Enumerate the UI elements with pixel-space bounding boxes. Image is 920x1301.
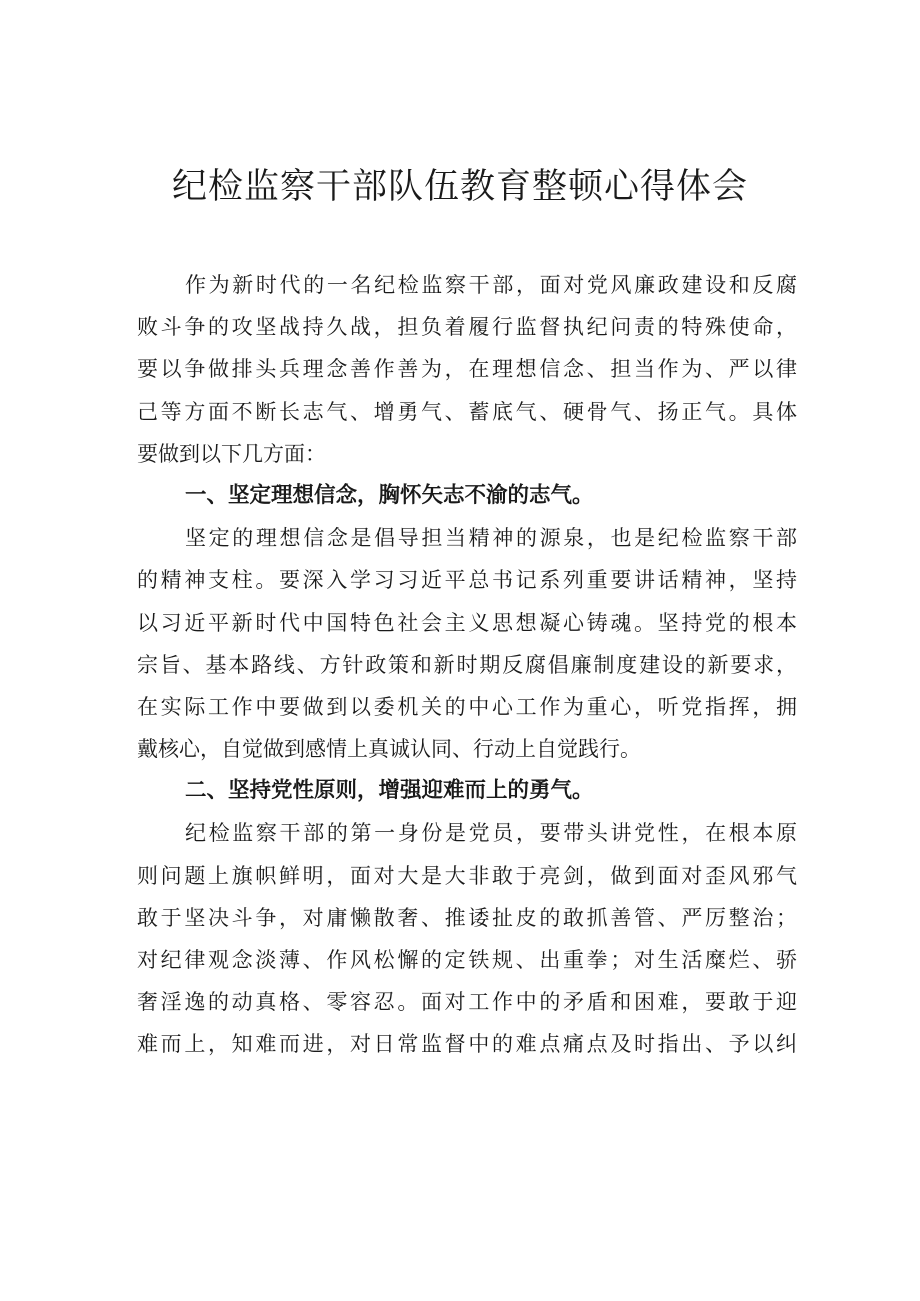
- section-heading-2: 二、坚持党性原则，增强迎难而上的勇气。: [185, 778, 594, 804]
- paragraph-line: 宗旨、基本路线、方针政策和新时期反腐倡廉制度建设的新要求，: [137, 652, 797, 677]
- paragraph-line: 败斗争的攻坚战持久战，担负着履行监督执纪问责的特殊使命，: [137, 315, 797, 340]
- paragraph-line: 坚定的理想信念是倡导担当精神的源泉，也是纪检监察干部: [185, 526, 797, 551]
- paragraph-line: 奢淫逸的动真格、零容忍。面对工作中的矛盾和困难，要敢于迎: [137, 990, 797, 1015]
- section-heading-1: 一、坚定理想信念，胸怀矢志不渝的志气。: [185, 482, 594, 508]
- paragraph-line: 戴核心，自觉做到感情上真诚认同、行动上自觉践行。: [137, 737, 641, 762]
- paragraph-line: 以习近平新时代中国特色社会主义思想凝心铸魂。坚持党的根本: [137, 610, 797, 635]
- paragraph-line: 敢于坚决斗争，对庸懒散奢、推诿扯皮的敢抓善管、严厉整治；: [137, 905, 797, 930]
- paragraph-line: 的精神支柱。要深入学习习近平总书记系列重要讲话精神，坚持: [137, 568, 797, 593]
- paragraph-line: 要做到以下几方面：: [137, 441, 326, 466]
- paragraph-line: 纪检监察干部的第一身份是党员，要带头讲党性，在根本原: [185, 821, 797, 846]
- paragraph-line: 在实际工作中要做到以委机关的中心工作为重心，听党指挥，拥: [137, 694, 797, 719]
- paragraph-line: 己等方面不断长志气、增勇气、蓄底气、硬骨气、扬正气。具体: [137, 399, 797, 424]
- paragraph-line: 要以争做排头兵理念善作善为，在理想信念、担当作为、严以律: [137, 357, 797, 382]
- paragraph-line: 对纪律观念淡薄、作风松懈的定铁规、出重拳；对生活糜烂、骄: [137, 948, 797, 972]
- paragraph-line: 作为新时代的一名纪检监察干部，面对党风廉政建设和反腐: [185, 273, 797, 297]
- document-title: 纪检监察干部队伍教育整顿心得体会: [171, 167, 748, 207]
- paragraph-line: 则问题上旗帜鲜明，面对大是大非敢于亮剑，做到面对歪风邪气: [137, 863, 797, 888]
- document-body: [137, 264, 797, 1066]
- paragraph-line: 难而上，知难而进，对日常监督中的难点痛点及时指出、予以纠: [137, 1032, 797, 1057]
